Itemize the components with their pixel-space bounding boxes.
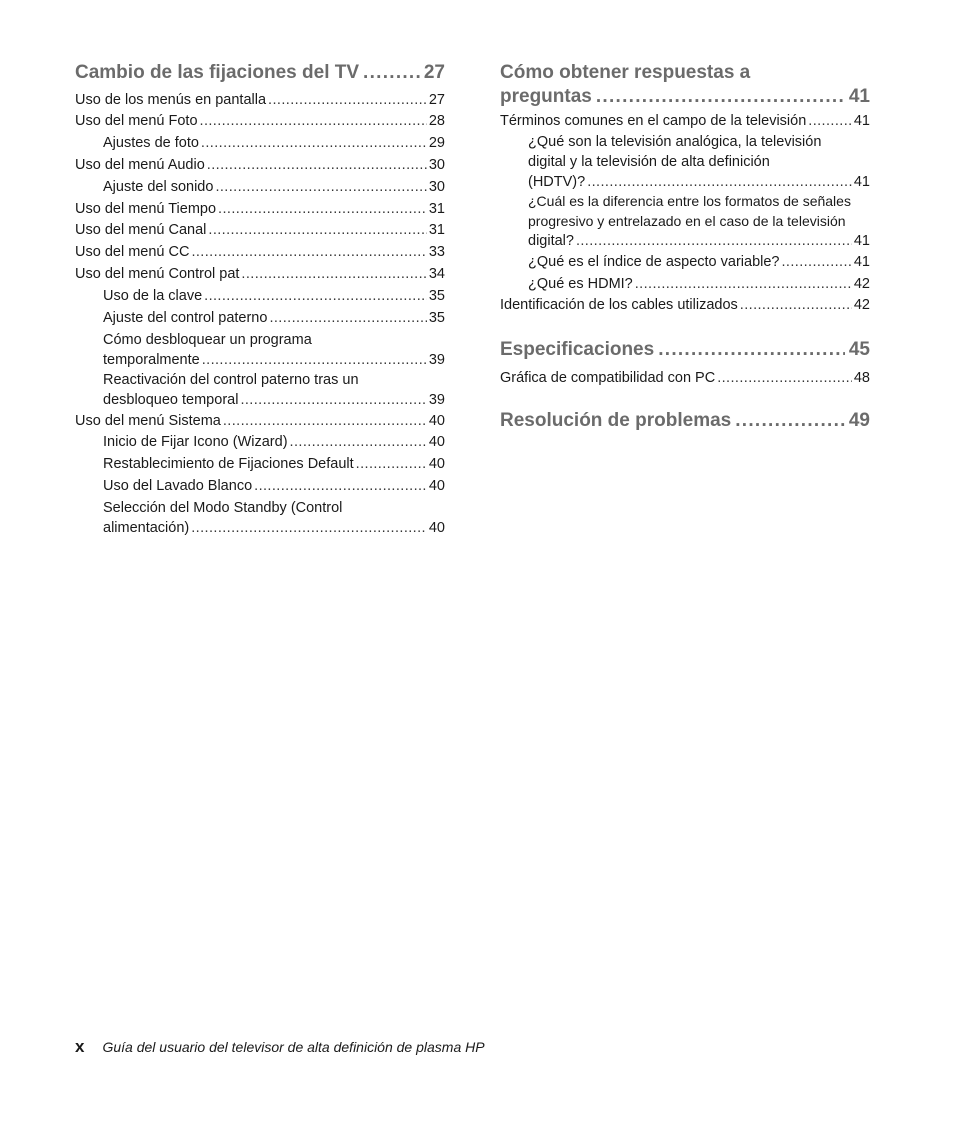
entry-title: Ajuste del sonido: [103, 179, 214, 195]
entry-page: 35: [428, 288, 445, 304]
entry-title: Uso de la clave: [103, 288, 203, 304]
entry-page: 40: [428, 434, 445, 450]
toc-entry[interactable]: [528, 274, 870, 294]
toc-entry[interactable]: [103, 432, 445, 452]
toc-entry[interactable]: [75, 242, 445, 262]
dot-leader: [204, 286, 427, 306]
dot-leader: [200, 111, 427, 131]
toc-entry[interactable]: [75, 220, 445, 240]
heading-title-line: Cómo obtener respuestas a: [500, 62, 751, 83]
entry-page: 41: [853, 254, 870, 270]
dot-leader: [356, 454, 427, 474]
dot-leader: [223, 411, 427, 431]
entry-title-line: ¿Cuál es la diferencia entre los formatos de señales: [528, 193, 851, 209]
toc-entry[interactable]: [103, 330, 445, 370]
dot-leader: [740, 295, 852, 315]
entry-page: 42: [853, 276, 870, 292]
toc-entry[interactable]: [75, 111, 445, 131]
entry-page: 34: [428, 266, 445, 282]
toc-entry[interactable]: [528, 191, 870, 251]
dot-leader: [808, 111, 852, 131]
entry-page: 39: [428, 392, 445, 408]
entry-title-line: Reactivación del control paterno tras un: [103, 372, 359, 388]
entry-title-line: ¿Qué son la televisión analógica, la televisión: [528, 134, 822, 150]
toc-entry[interactable]: [500, 368, 870, 388]
dot-leader: [781, 252, 851, 272]
heading-page: 41: [848, 86, 870, 107]
toc-heading-respuestas[interactable]: [500, 61, 870, 109]
dot-leader: [290, 432, 427, 452]
toc-heading-cambio[interactable]: [75, 61, 445, 85]
dot-leader: [658, 338, 845, 362]
entry-title: ¿Qué es HDMI?: [528, 276, 633, 292]
entry-page: 31: [428, 201, 445, 217]
entry-page: 27: [428, 92, 445, 108]
page-footer: [75, 1037, 485, 1057]
toc-entry[interactable]: [500, 111, 870, 131]
toc-entry[interactable]: [103, 308, 445, 328]
dot-leader: [191, 518, 427, 538]
entry-title-line: progresivo y entrelazado en el caso de la televisión: [528, 213, 846, 229]
entry-title: Uso del Lavado Blanco: [103, 478, 253, 494]
entry-title: Ajuste del control paterno: [103, 310, 268, 326]
entry-title: temporalmente: [103, 352, 200, 368]
dot-leader: [587, 172, 852, 192]
dot-leader: [269, 308, 426, 328]
dot-leader: [240, 390, 426, 410]
dot-leader: [254, 476, 427, 496]
heading-title: Resolución de problemas: [500, 410, 732, 431]
entry-title: Gráfica de compatibilidad con PC: [500, 370, 716, 386]
entry-title-line: Selección del Modo Standby (Control: [103, 500, 343, 516]
toc-entry[interactable]: [103, 498, 445, 538]
entry-title: ¿Qué es el índice de aspecto variable?: [528, 254, 780, 270]
entry-page: 40: [428, 520, 445, 536]
dot-leader: [241, 264, 426, 284]
heading-page: 27: [423, 62, 445, 83]
toc-entry[interactable]: [75, 155, 445, 175]
entry-title: Uso del menú Control pat: [75, 266, 240, 282]
heading-page: 45: [848, 339, 870, 360]
entry-page: 31: [428, 222, 445, 238]
toc-entry[interactable]: [75, 411, 445, 431]
entry-page: 40: [428, 413, 445, 429]
toc-entry[interactable]: [528, 132, 870, 192]
entry-title: (HDTV)?: [528, 174, 586, 190]
entry-title: Uso del menú Sistema: [75, 413, 221, 429]
dot-leader: [735, 409, 845, 433]
toc-entry[interactable]: [103, 177, 445, 197]
entry-title: Uso del menú Audio: [75, 157, 205, 173]
toc-entry[interactable]: [75, 199, 445, 219]
dot-leader: [202, 350, 427, 370]
entry-page: 39: [428, 352, 445, 368]
dot-leader: [363, 61, 420, 85]
entry-title: digital?: [528, 233, 574, 249]
entry-page: 40: [428, 478, 445, 494]
entry-page: 29: [428, 135, 445, 151]
entry-page: 41: [853, 113, 870, 129]
toc-heading-resolucion[interactable]: [500, 409, 870, 433]
footer-title: Guía del usuario del televisor de alta definición de plasma HP: [102, 1039, 485, 1055]
page-number: x: [75, 1037, 85, 1056]
heading-title: preguntas: [500, 86, 592, 107]
entry-page: 48: [853, 370, 870, 386]
entry-page: 35: [428, 310, 445, 326]
entry-page: 42: [853, 297, 870, 313]
toc-entry[interactable]: [500, 295, 870, 315]
entry-page: 28: [428, 113, 445, 129]
entry-title: Uso del menú Canal: [75, 222, 207, 238]
dot-leader: [717, 368, 852, 388]
dot-leader: [596, 85, 845, 109]
dot-leader: [215, 177, 426, 197]
dot-leader: [268, 90, 427, 110]
heading-title: Especificaciones: [500, 339, 655, 360]
dot-leader: [218, 199, 427, 219]
entry-title-line: digital y la televisión de alta definición: [528, 154, 770, 170]
entry-title: Uso del menú Foto: [75, 113, 198, 129]
dot-leader: [201, 133, 427, 153]
dot-leader: [191, 242, 426, 262]
entry-title: Restablecimiento de Fijaciones Default: [103, 456, 354, 472]
toc-entry[interactable]: [528, 252, 870, 272]
entry-title: Identificación de los cables utilizados: [500, 297, 738, 313]
entry-title: alimentación): [103, 520, 190, 536]
toc-entry[interactable]: [103, 133, 445, 153]
entry-title: Uso del menú CC: [75, 244, 190, 260]
dot-leader: [208, 220, 426, 240]
entry-page: 41: [853, 174, 870, 190]
toc-entry[interactable]: [103, 370, 445, 410]
dot-leader: [576, 231, 852, 251]
toc-entry[interactable]: [103, 286, 445, 306]
entry-title: Ajustes de foto: [103, 135, 199, 151]
entry-page: 40: [428, 456, 445, 472]
heading-title: Cambio de las fijaciones del TV: [75, 62, 360, 83]
toc-entry[interactable]: [103, 476, 445, 496]
entry-title: Uso de los menús en pantalla: [75, 92, 267, 108]
heading-page: 49: [848, 410, 870, 431]
entry-title: desbloqueo temporal: [103, 392, 239, 408]
toc-heading-especificaciones[interactable]: [500, 338, 870, 362]
entry-page: 30: [428, 157, 445, 173]
toc-entry[interactable]: [75, 264, 445, 284]
entry-title: Uso del menú Tiempo: [75, 201, 217, 217]
entry-title-line: Cómo desbloquear un programa: [103, 332, 312, 348]
toc-entry[interactable]: [75, 90, 445, 110]
entry-page: 30: [428, 179, 445, 195]
entry-title: Inicio de Fijar Icono (Wizard): [103, 434, 288, 450]
dot-leader: [207, 155, 427, 175]
entry-title: Términos comunes en el campo de la televisión: [500, 113, 807, 129]
entry-page: 33: [428, 244, 445, 260]
entry-page: 41: [853, 233, 870, 249]
toc-entry[interactable]: [103, 454, 445, 474]
dot-leader: [635, 274, 852, 294]
